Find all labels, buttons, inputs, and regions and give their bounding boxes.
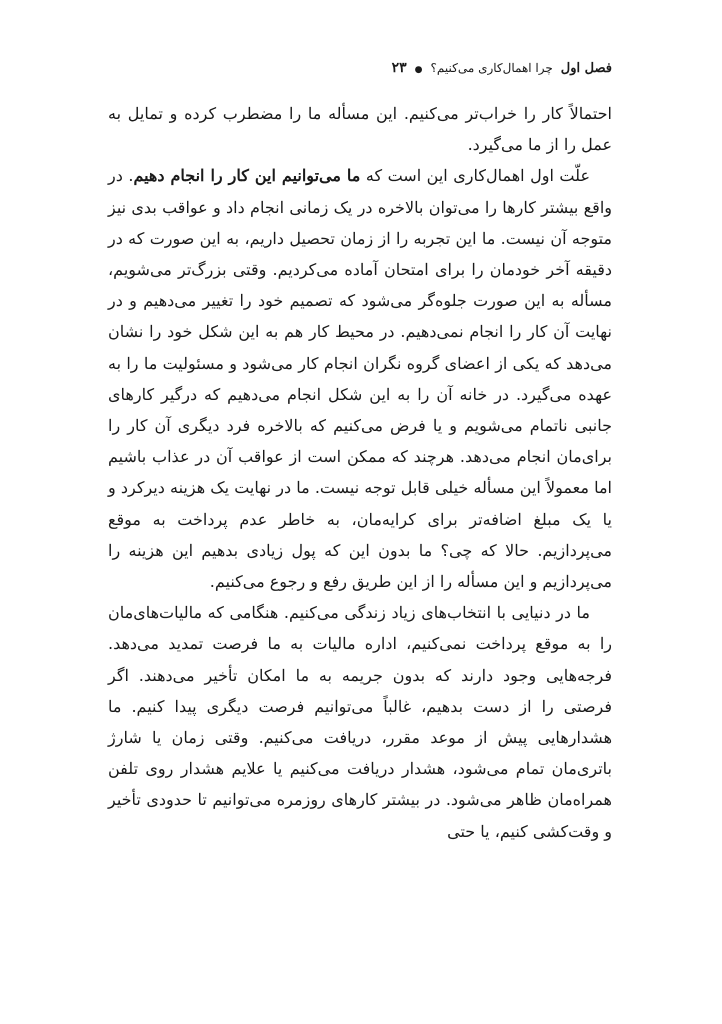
paragraph-2 [108, 160, 612, 597]
running-head [108, 58, 612, 80]
paragraph-2-emphasis: ما می‌توانیم این کار را انجام دهیم [133, 166, 361, 186]
paragraph-2-text-rest: . در واقع بیشتر کارها را می‌توان بالاخره در یک زمانی انجام داد و عواقب بدی نیز متوجه آن نیست. ما این تجربه را از زمان تحصیل داریم، به این صورت که در دقیقه آخر خودمان را برای امتحان آماده می‌کردیم. وقتی بزرگ‌تر می‌شویم، مسأله به این صورت جلوه‌گر می‌شود که تصمیم خود را تغییر می‌دهیم و در نهایت آن کار را انجام نمی‌دهیم. در محیط کار هم به این شکل خود را نشان می‌دهد که یکی از اعضای گروه نگران انجام کار می‌شود و مسئولیت ما را به عهده می‌گیرد. در خانه آن را به این شکل انجام می‌دهیم که درگیر کارهای جانبی ناتمام می‌شویم و یا فرض می‌کنیم که بالاخره فرد دیگری آن کار را برای‌مان انجام می‌دهد. هرچند که ممکن است از عواقب آن در عذاب باشیم اما معمولاً این مسأله خیلی قابل توجه نیست. ما در نهایت یک هزینه دیرکرد و یا یک مبلغ اضافه‌تر برای کرایه‌مان، به خاطر عدم پرداخت به موقع می‌پردازیم. حالا که چی؟ ما بدون این که پول زیادی بدهیم این هزینه را می‌پردازیم و این مسأله را از این طریق رفع و رجوع می‌کنیم. [108, 166, 612, 592]
paragraph-3 [108, 597, 612, 847]
paragraph-1 [108, 98, 612, 160]
chapter-label: فصل اول [560, 61, 612, 76]
page-number: ۲۳ [391, 60, 407, 76]
bullet-separator-icon: ● [414, 65, 423, 75]
book-page [108, 58, 612, 847]
body-text [108, 98, 612, 847]
chapter-title: چرا اهمال‌کاری می‌کنیم؟ [430, 61, 553, 75]
paragraph-1-text: احتمالاً کار را خراب‌تر می‌کنیم. این مسأله ما را مضطرب کرده و تمایل به عمل را از ما می‌گیرد. [108, 104, 612, 155]
paragraph-2-text-start: علّت اول اهمال‌کاری این است که [360, 166, 590, 186]
paragraph-3-text: ما در دنیایی با انتخاب‌های زیاد زندگی می‌کنیم. هنگامی که مالیات‌های‌مان را به موقع پرداخت نمی‌کنیم، اداره مالیات به ما فرصت تمدید می‌دهد. فرجه‌هایی وجود دارند که بدون جریمه به ما امکان تأخیر می‌دهند. اگر فرصتی را از دست بدهیم، غالباً می‌توانیم فرصت دیگری پیدا کنیم. ما هشدارهایی پیش از موعد مقرر، دریافت می‌کنیم. وقتی زمان یا شارژ باتری‌مان تمام می‌شود، هشدار دریافت می‌کنیم یا علایم هشدار روی تلفن همراه‌مان ظاهر می‌شود. در بیشتر کارهای روزمره می‌توانیم تا حدودی تأخیر و وقت‌کشی کنیم، یا حتی [108, 603, 613, 841]
